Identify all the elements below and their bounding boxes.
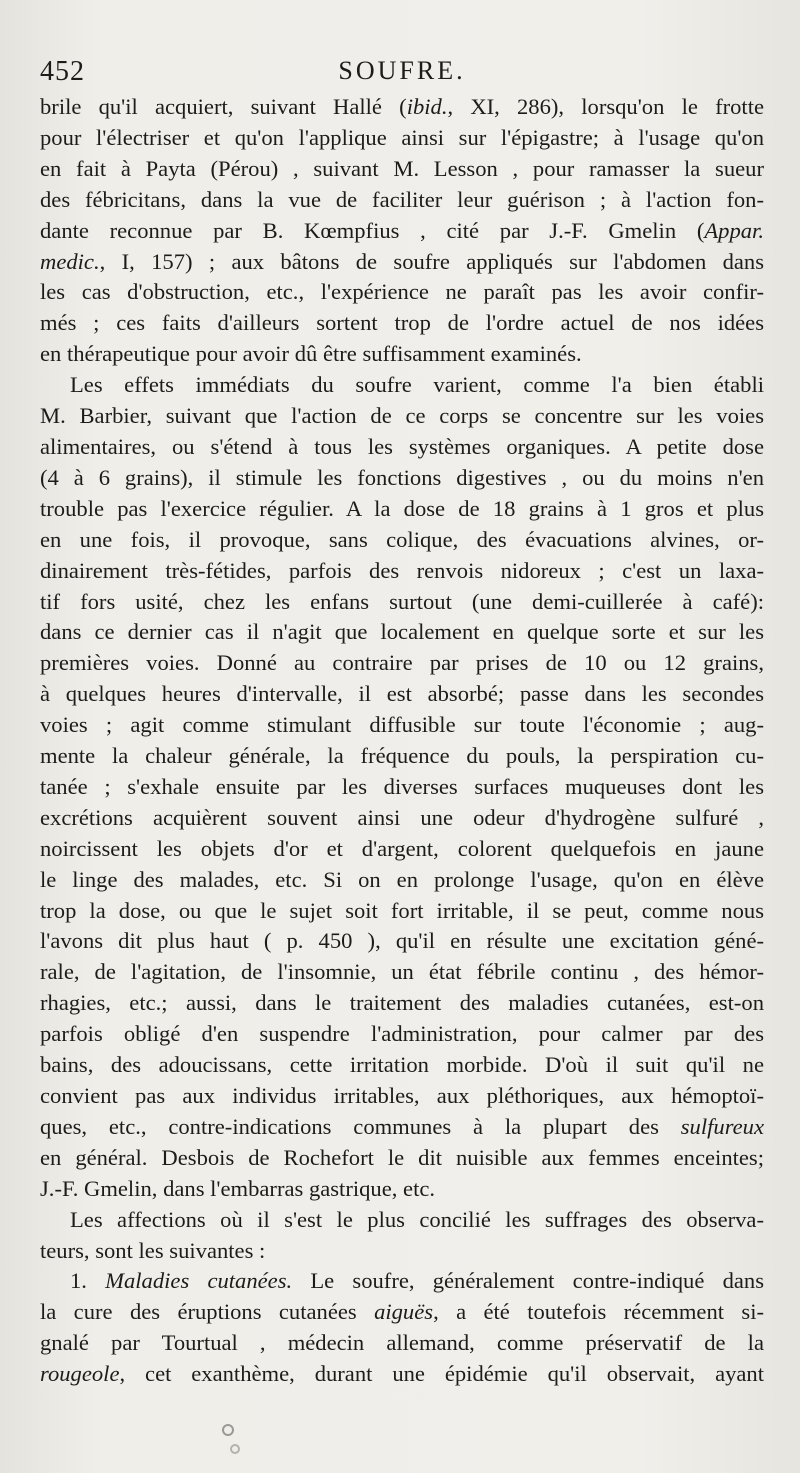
text-line: brile qu'il acquiert, suivant Hallé (ibid., XI, 286), lorsqu'on le frotte (40, 94, 764, 119)
text-line: en fait à Payta (Pérou) , suivant M. Lesson , pour ramasser la sueur (40, 155, 764, 181)
text-line: bains, des adoucissans, cette irritation morbide. D'où il suit qu'il ne (40, 1052, 764, 1078)
text-line: le linge des malades, etc. Si on en prolonge l'usage, qu'on en élève (40, 866, 764, 892)
body-text (40, 92, 764, 1390)
text-line: J.-F. Gmelin, dans l'embarras gastrique, etc. (40, 1175, 436, 1201)
text-line: medic., I, 157) ; aux bâtons de soufre appliqués sur l'abdomen dans (40, 248, 764, 274)
text-line: à quelques heures d'intervalle, il est absorbé; passe dans les secondes (40, 681, 764, 707)
page-header (40, 48, 764, 92)
page-number: 452 (40, 56, 85, 87)
text-line: des fébricitans, dans la vue de faciliter leur guérison ; à l'action fon- (40, 186, 764, 212)
text-line: les cas d'obstruction, etc., l'expérience ne paraît pas les avoir confir- (40, 279, 764, 305)
text-line: rougeole, cet exanthème, durant une épidémie qu'il observait, ayant (40, 1361, 764, 1387)
text-line: trop la dose, ou que le sujet soit fort irritable, il se peut, comme nous (40, 897, 764, 923)
text-line: 1. Maladies cutanées. Le soufre, généralement contre-indiqué dans (70, 1268, 764, 1294)
running-head: SOUFRE. (338, 56, 466, 85)
text-line: parfois obligé d'en suspendre l'administration, pour calmer par des (40, 1021, 764, 1047)
text-line: dante reconnue par B. Kœmpfius , cité par J.-F. Gmelin (Appar. (40, 217, 764, 243)
text-line: dans ce dernier cas il n'agit que localement en quelque sorte et sur les (40, 619, 764, 645)
text-line: premières voies. Donné au contraire par prises de 10 ou 12 grains, (40, 650, 764, 676)
text-line: ques, etc., contre-indications communes à la plupart des sulfureux (40, 1113, 764, 1139)
text-line: l'avons dit plus haut ( p. 450 ), qu'il en résulte une excitation géné- (40, 928, 764, 954)
text-line: més ; ces faits d'ailleurs sortent trop de l'ordre actuel de nos idées (40, 310, 764, 336)
text-line: pour l'électriser et qu'on l'applique ainsi sur l'épigastre; à l'usage qu'on (40, 124, 764, 150)
text-line: alimentaires, ou s'étend à tous les systèmes organiques. A petite dose (40, 433, 764, 459)
text-line: voies ; agit comme stimulant diffusible sur toute l'économie ; aug- (40, 712, 764, 738)
text-line: Les effets immédiats du soufre varient, comme l'a bien établi (70, 372, 764, 398)
text-line: en thérapeutique pour avoir dû être suffisamment examinés. (40, 341, 582, 367)
paper-speck (222, 1424, 234, 1436)
text-line: la cure des éruptions cutanées aiguës, a été toutefois récemment si- (40, 1299, 764, 1325)
text-line: noircissent les objets d'or et d'argent, colorent quelquefois en jaune (40, 835, 764, 861)
text-line: convient pas aux individus irritables, aux pléthoriques, aux hémoptoï- (40, 1083, 764, 1108)
text-line: tif fors usité, chez les enfans surtout (une demi-cuillerée à café): (40, 588, 764, 614)
text-line: teurs, sont les suivantes : (40, 1237, 266, 1263)
text-line: trouble pas l'exercice régulier. A la dose de 18 grains à 1 gros et plus (40, 495, 764, 521)
text-line: M. Barbier, suivant que l'action de ce corps se concentre sur les voies (40, 403, 764, 429)
text-line: dinairement très-fétides, parfois des renvois nidoreux ; c'est un laxa- (40, 557, 764, 583)
text-line: rhagies, etc.; aussi, dans le traitement des maladies cutanées, est-on (40, 990, 764, 1016)
text-line: gnalé par Tourtual , médecin allemand, comme préservatif de la (40, 1330, 764, 1356)
text-line: rale, de l'agitation, de l'insomnie, un état fébrile continu , des hémor- (40, 959, 764, 985)
text-line: Les affections où il s'est le plus concilié les suffrages des observa- (70, 1206, 764, 1232)
text-line: mente la chaleur générale, la fréquence du pouls, la perspiration cu- (40, 743, 764, 769)
text-line: en une fois, il provoque, sans colique, des évacuations alvines, or- (40, 526, 764, 552)
text-line: (4 à 6 grains), il stimule les fonctions digestives , ou du moins n'en (40, 464, 764, 490)
text-line: excrétions acquièrent souvent ainsi une odeur d'hydrogène sulfuré , (40, 804, 764, 830)
paper-speck (230, 1444, 240, 1454)
text-line: tanée ; s'exhale ensuite par les diverses surfaces muqueuses dont les (40, 773, 764, 799)
text-line: en général. Desbois de Rochefort le dit nuisible aux femmes enceintes; (40, 1144, 764, 1170)
